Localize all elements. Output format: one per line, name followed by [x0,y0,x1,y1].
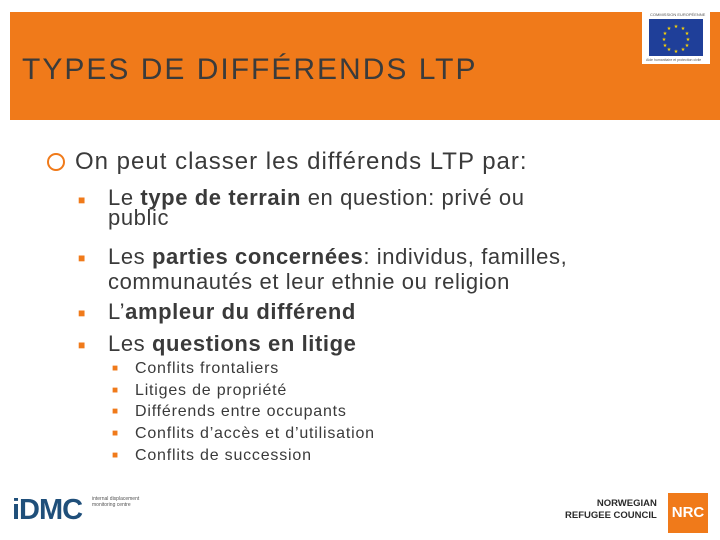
page-title: TYPES DE DIFFÉRENDS LTP [22,53,478,86]
bullet-square-icon: ■ [78,251,86,265]
list-item: Les questions en litige [108,331,357,356]
svg-text:★: ★ [666,26,672,32]
svg-text:★: ★ [680,47,686,53]
bullet-ring-icon [47,153,65,171]
bullet-square-icon: ■ [112,363,119,374]
eu-logo [642,12,710,64]
bullet-square-icon: ■ [112,385,119,396]
intro-text: On peut classer les différends LTP par: [75,148,528,175]
bullet-square-icon: ■ [78,338,86,352]
list-item-continuation: public [108,205,170,230]
idmc-logo-word: iDMC [12,494,83,526]
svg-text:★: ★ [673,24,679,30]
sub-list-item: Litiges de propriété [135,382,288,399]
nrc-name [565,498,657,522]
eu-flag-icon [649,19,703,56]
bullet-square-icon: ■ [112,428,119,439]
bullet-square-icon: ■ [78,306,86,320]
list-item: L’ampleur du différend [108,299,356,324]
idmc-tagline: internal displacement monitoring centre [92,496,140,508]
sub-list-item: Conflits d’accès et d’utilisation [135,425,375,442]
list-item: Le type de terrain en question: privé ou [108,185,525,210]
bullet-square-icon: ■ [78,193,86,207]
svg-text:★: ★ [673,49,679,55]
svg-text:★: ★ [685,37,691,43]
sub-list-item: Conflits frontaliers [135,360,280,377]
svg-text:★: ★ [684,31,690,37]
idmc-logo [12,494,140,527]
list-item-continuation: communautés et leur ethnie ou religion [108,269,510,294]
eu-logo-top-text: COMMISSION EUROPÉENNE [650,12,706,17]
list-item: Les parties concernées: individus, familles, [108,244,568,269]
svg-text:★: ★ [666,47,672,53]
svg-text:★: ★ [662,43,668,49]
svg-text:★: ★ [684,43,690,49]
svg-text:★: ★ [661,37,667,43]
sub-list-item: Conflits de succession [135,447,312,464]
svg-text:★: ★ [662,31,668,37]
nrc-logo: NRC [668,493,708,533]
nrc-name-line1: NORWEGIAN [596,498,657,509]
bullet-square-icon: ■ [112,406,119,417]
bullet-square-icon: ■ [112,450,119,461]
svg-text:★: ★ [680,26,686,32]
nrc-name-line2: REFUGEE COUNCIL [565,510,657,521]
sub-list-item: Différends entre occupants [135,403,347,420]
eu-logo-bottom-text: Aide humanitaire et protection civile [646,58,702,62]
